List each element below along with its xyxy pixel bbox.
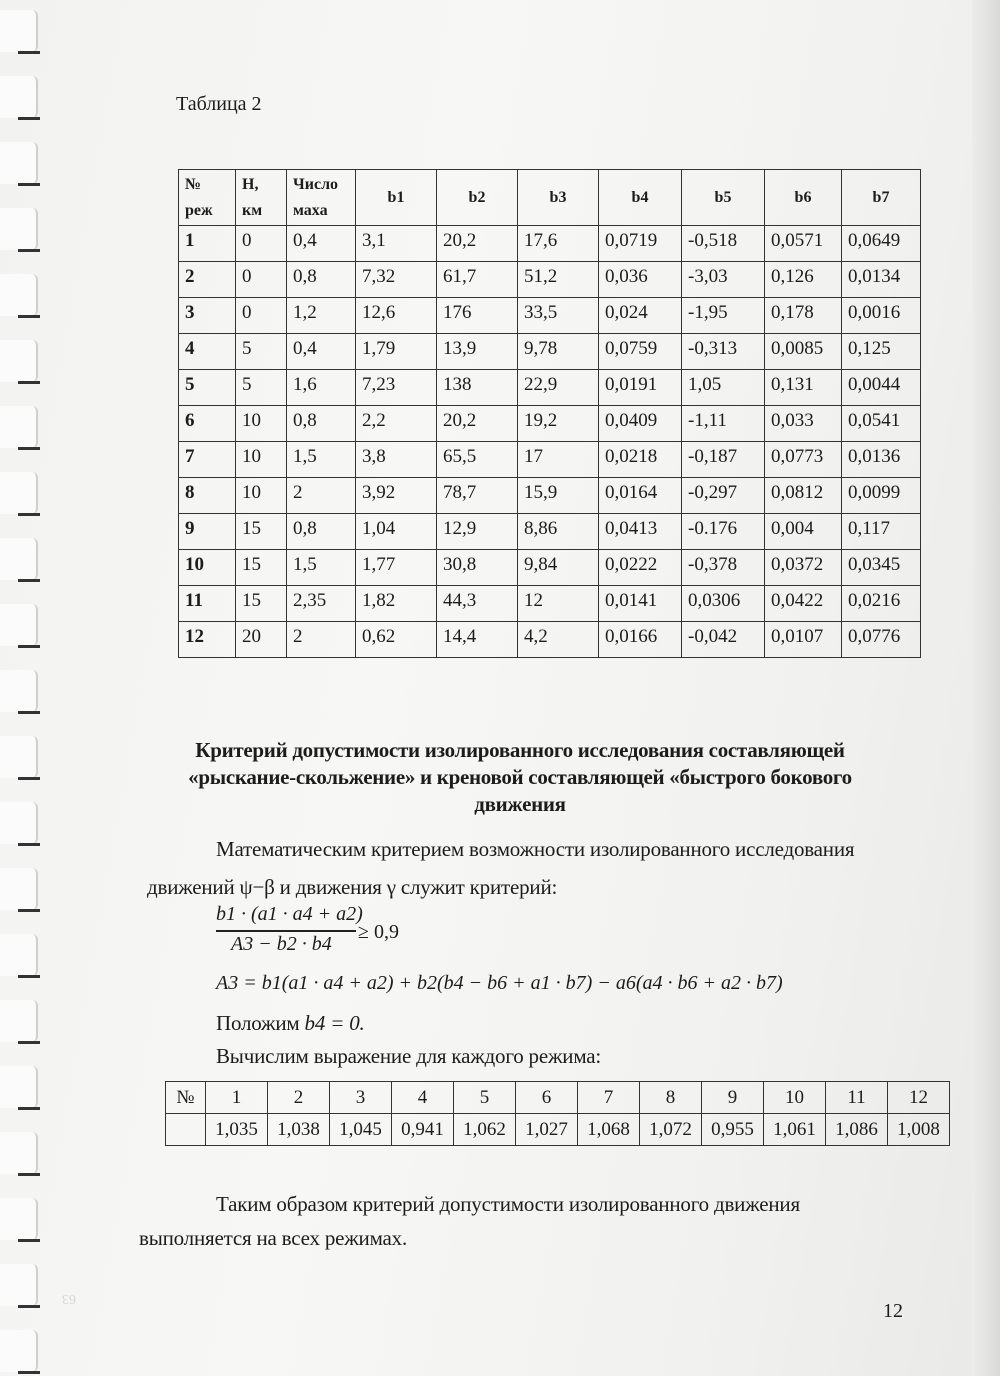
criterion-results-table [165, 1081, 950, 1146]
table-cell: 0,0044 [842, 370, 921, 406]
results-value-cell: 1,008 [888, 1114, 950, 1146]
mode-number-cell: 6 [179, 406, 236, 442]
table-cell: 0,004 [765, 514, 842, 550]
results-mode-cell: 9 [702, 1082, 764, 1114]
results-mode-cell: 3 [330, 1082, 392, 1114]
table-cell: 2 [287, 622, 356, 658]
header-line: маха [293, 201, 328, 219]
paragraph-intro-line1: Математическим критерием возможности изолированного исследования [216, 837, 855, 861]
table-cell: 4,2 [518, 622, 599, 658]
binding-hole [0, 802, 38, 844]
binding-hole [0, 142, 38, 184]
table-cell: 0,0306 [682, 586, 765, 622]
results-empty-cell [166, 1114, 206, 1146]
binding-hole [0, 406, 38, 448]
table-cell: 12,9 [437, 514, 518, 550]
results-value-cell: 1,038 [268, 1114, 330, 1146]
table-cell: 2 [287, 478, 356, 514]
table-cell: 0,0016 [842, 298, 921, 334]
table-cell: 0,4 [287, 226, 356, 262]
section-heading: Критерий допустимости изолированного исследования составляющей «рыскание-скольжение» и креновой составляющей «быстрого бокового движения [188, 738, 852, 816]
table-row [179, 370, 921, 406]
table-cell: 0,117 [842, 514, 921, 550]
header-line: реж [185, 201, 213, 219]
results-value-cell: 1,086 [826, 1114, 888, 1146]
binding-hole [0, 1264, 38, 1306]
mode-number-cell: 12 [179, 622, 236, 658]
table-row [179, 334, 921, 370]
table-cell: 0,033 [765, 406, 842, 442]
table-cell: 138 [437, 370, 518, 406]
table-cell: 9,84 [518, 550, 599, 586]
page-number: 12 [883, 1300, 903, 1322]
results-header-row [166, 1082, 950, 1114]
compute-text: Вычислим выражение для каждого режима: [216, 1044, 602, 1068]
column-header: b2 [437, 170, 518, 226]
table-cell: 0,0222 [599, 550, 682, 586]
table-cell: 5 [236, 370, 287, 406]
table-cell: 2,35 [287, 586, 356, 622]
table-row [179, 298, 921, 334]
results-mode-cell: 6 [516, 1082, 578, 1114]
table-row [179, 226, 921, 262]
results-mode-cell: 8 [640, 1082, 702, 1114]
results-value-cell: 1,072 [640, 1114, 702, 1146]
results-value-cell: 1,062 [454, 1114, 516, 1146]
results-mode-cell: 7 [578, 1082, 640, 1114]
header-line: км [242, 201, 263, 219]
assumption-text [216, 1011, 365, 1036]
table-row [179, 406, 921, 442]
formula-denominator: A3 − b2 · b4 [231, 933, 332, 955]
assumption-expression: b4 = 0. [304, 1011, 365, 1035]
table-cell: 2,2 [356, 406, 437, 442]
table-cell: 1,5 [287, 550, 356, 586]
mode-number-cell: 3 [179, 298, 236, 334]
table-cell: 0,8 [287, 406, 356, 442]
table-cell: 20,2 [437, 226, 518, 262]
mode-number-cell: 1 [179, 226, 236, 262]
table-cell: 0,0413 [599, 514, 682, 550]
column-header: b6 [765, 170, 842, 226]
table-cell: 15,9 [518, 478, 599, 514]
table-cell: 0,0372 [765, 550, 842, 586]
table-cell: 0,0571 [765, 226, 842, 262]
mode-number-cell: 4 [179, 334, 236, 370]
table-row [179, 550, 921, 586]
table-cell: 10 [236, 478, 287, 514]
table-cell: 0,0409 [599, 406, 682, 442]
results-mode-cell: 11 [826, 1082, 888, 1114]
table-cell: 0,0134 [842, 262, 921, 298]
table-cell: 0,8 [287, 514, 356, 550]
results-mode-cell: 1 [206, 1082, 268, 1114]
formula-numerator: b1 · (a1 · a4 + a2) [216, 903, 363, 925]
binding-hole [0, 670, 38, 712]
table-caption: Таблица 2 [176, 93, 262, 115]
table-cell: 0,0191 [599, 370, 682, 406]
column-header: b3 [518, 170, 599, 226]
header-line: № [185, 175, 202, 193]
table-cell: 13,9 [437, 334, 518, 370]
table-cell: 0,131 [765, 370, 842, 406]
table-cell: -3,03 [682, 262, 765, 298]
column-header: b5 [682, 170, 765, 226]
table-cell: 0,0422 [765, 586, 842, 622]
results-value-cell: 1,035 [206, 1114, 268, 1146]
table-cell: 0,0107 [765, 622, 842, 658]
table-cell: 30,8 [437, 550, 518, 586]
binding-hole [0, 934, 38, 976]
table-cell: 0,0085 [765, 334, 842, 370]
results-values-row [166, 1114, 950, 1146]
table-cell: 20 [236, 622, 287, 658]
table-cell: 0,0218 [599, 442, 682, 478]
results-mode-cell: 2 [268, 1082, 330, 1114]
mode-number-cell: 7 [179, 442, 236, 478]
table-header-row [179, 170, 921, 226]
results-value-cell: 0,955 [702, 1114, 764, 1146]
table-cell: 0,8 [287, 262, 356, 298]
table-cell: 0,0719 [599, 226, 682, 262]
binding-hole [0, 340, 38, 382]
results-value-cell: 1,061 [764, 1114, 826, 1146]
mode-number-cell: 2 [179, 262, 236, 298]
table-cell: 20,2 [437, 406, 518, 442]
table-cell: -1,95 [682, 298, 765, 334]
table-cell: 17 [518, 442, 599, 478]
table-cell: 0,0166 [599, 622, 682, 658]
table-cell: 0,0759 [599, 334, 682, 370]
spiral-binding-holes [0, 0, 42, 1376]
binding-hole [0, 868, 38, 910]
binding-hole [0, 1330, 38, 1372]
table-cell: 19,2 [518, 406, 599, 442]
table-cell: 1,77 [356, 550, 437, 586]
binding-hole [0, 1198, 38, 1240]
binding-hole [0, 1066, 38, 1108]
table-cell: -0,187 [682, 442, 765, 478]
table-row [179, 478, 921, 514]
results-value-cell: 1,068 [578, 1114, 640, 1146]
table-cell: 0,0216 [842, 586, 921, 622]
table-cell: 1,79 [356, 334, 437, 370]
table-cell: 1,04 [356, 514, 437, 550]
table-cell: 0 [236, 226, 287, 262]
table-cell: -0,042 [682, 622, 765, 658]
table-cell: 0,0141 [599, 586, 682, 622]
column-header: b1 [356, 170, 437, 226]
table-row [179, 262, 921, 298]
column-header: b4 [599, 170, 682, 226]
table-cell: 3,8 [356, 442, 437, 478]
results-value-cell: 0,941 [392, 1114, 454, 1146]
binding-hole [0, 472, 38, 514]
table-cell: 0,0345 [842, 550, 921, 586]
column-header [287, 170, 356, 226]
table-cell: 65,5 [437, 442, 518, 478]
table-cell: 0,125 [842, 334, 921, 370]
header-line: H, [242, 175, 259, 193]
table-cell: 7,32 [356, 262, 437, 298]
results-value-cell: 1,027 [516, 1114, 578, 1146]
conclusion-line1: Таким образом критерий допустимости изолированного движения [216, 1192, 800, 1216]
table-cell: 15 [236, 514, 287, 550]
results-mode-cell: 12 [888, 1082, 950, 1114]
table-cell: 12 [518, 586, 599, 622]
table-cell: 0,0164 [599, 478, 682, 514]
table-cell: 0,0776 [842, 622, 921, 658]
results-mode-cell: 4 [392, 1082, 454, 1114]
table-cell: 0,036 [599, 262, 682, 298]
table-cell: 7,23 [356, 370, 437, 406]
formula-relation: ≥ 0,9 [358, 921, 399, 943]
table-cell: 3,1 [356, 226, 437, 262]
modes-parameters-table [178, 169, 921, 658]
table-cell: 0,0541 [842, 406, 921, 442]
table-cell: 0,0136 [842, 442, 921, 478]
table-cell: 1,5 [287, 442, 356, 478]
column-header: b7 [842, 170, 921, 226]
binding-hole [0, 76, 38, 118]
table-cell: 44,3 [437, 586, 518, 622]
table-cell: 0,178 [765, 298, 842, 334]
table-cell: 15 [236, 550, 287, 586]
table-cell: 51,2 [518, 262, 599, 298]
header-line: Число [293, 175, 339, 193]
table-cell: 78,7 [437, 478, 518, 514]
table-cell: 0,4 [287, 334, 356, 370]
table-cell: 0,62 [356, 622, 437, 658]
binding-hole [0, 736, 38, 778]
a3-definition-formula: A3 = b1(a1 · a4 + a2) + b2(b4 − b6 + a1 · b7) − a6(a4 · b6 + a2 · b7) [216, 972, 783, 994]
table-cell: 1,2 [287, 298, 356, 334]
table-cell: 10 [236, 442, 287, 478]
table-cell: 10 [236, 406, 287, 442]
binding-hole [0, 1000, 38, 1042]
binding-hole [0, 604, 38, 646]
paragraph-intro-line2: движений ψ−β и движения γ служит критерий: [147, 875, 558, 899]
table-cell: 15 [236, 586, 287, 622]
table-cell: -0.176 [682, 514, 765, 550]
table-cell: 14,4 [437, 622, 518, 658]
binding-hole [0, 10, 38, 52]
bleed-through-number: 63 [62, 1291, 76, 1306]
table-cell: 0,0773 [765, 442, 842, 478]
table-row [179, 586, 921, 622]
table-cell: 33,5 [518, 298, 599, 334]
column-header [236, 170, 287, 226]
table-cell: 1,6 [287, 370, 356, 406]
mode-number-cell: 11 [179, 586, 236, 622]
table-cell: -1,11 [682, 406, 765, 442]
results-mode-cell: 5 [454, 1082, 516, 1114]
table-cell: 1,82 [356, 586, 437, 622]
table-cell: 0,126 [765, 262, 842, 298]
binding-hole [0, 274, 38, 316]
binding-hole [0, 538, 38, 580]
column-header [179, 170, 236, 226]
table-cell: 22,9 [518, 370, 599, 406]
table-row [179, 514, 921, 550]
table-cell: 0 [236, 298, 287, 334]
assumption-label: Положим [216, 1011, 305, 1035]
binding-hole [0, 1132, 38, 1174]
table-cell: 0,024 [599, 298, 682, 334]
table-cell: 17,6 [518, 226, 599, 262]
table-cell: 0,0812 [765, 478, 842, 514]
table-cell: -0,378 [682, 550, 765, 586]
table-cell: -0,518 [682, 226, 765, 262]
table-cell: 0 [236, 262, 287, 298]
conclusion-line2: выполняется на всех режимах. [139, 1226, 408, 1250]
table-cell: 9,78 [518, 334, 599, 370]
mode-number-cell: 10 [179, 550, 236, 586]
results-value-cell: 1,045 [330, 1114, 392, 1146]
results-mode-cell: 10 [764, 1082, 826, 1114]
mode-number-cell: 8 [179, 478, 236, 514]
table-cell: 8,86 [518, 514, 599, 550]
mode-number-cell: 9 [179, 514, 236, 550]
table-cell: -0,313 [682, 334, 765, 370]
table-row [179, 622, 921, 658]
results-header-label: № [166, 1082, 206, 1114]
table-row [179, 442, 921, 478]
binding-hole [0, 208, 38, 250]
table-cell: 0,0649 [842, 226, 921, 262]
table-cell: 3,92 [356, 478, 437, 514]
table-cell: 0,0099 [842, 478, 921, 514]
table-cell: -0,297 [682, 478, 765, 514]
table-cell: 5 [236, 334, 287, 370]
table-cell: 1,05 [682, 370, 765, 406]
mode-number-cell: 5 [179, 370, 236, 406]
table-cell: 176 [437, 298, 518, 334]
table-cell: 12,6 [356, 298, 437, 334]
table-cell: 61,7 [437, 262, 518, 298]
page-edge-shadow [972, 0, 1000, 1376]
fraction-bar [216, 930, 356, 932]
